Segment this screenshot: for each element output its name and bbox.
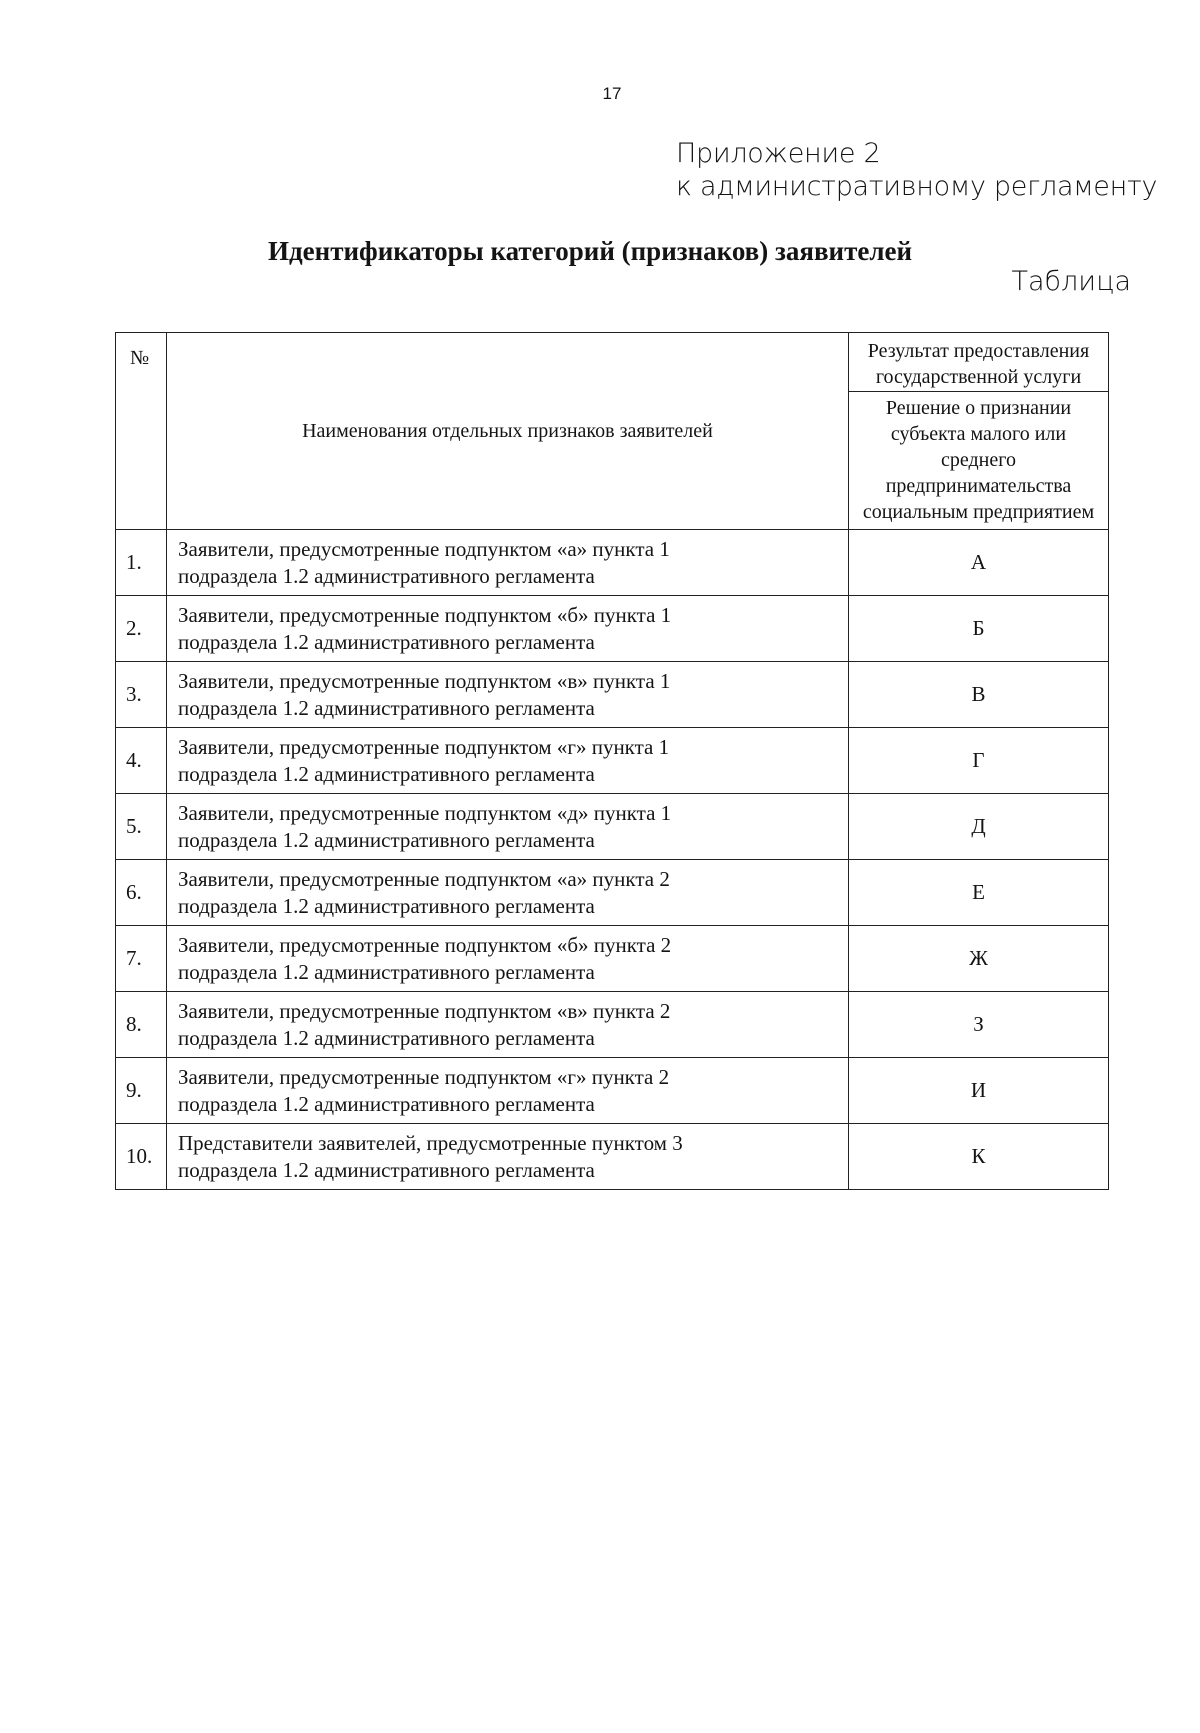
- row-name-line-2: подраздела 1.2 административного регламента: [178, 827, 595, 852]
- row-name: [167, 530, 849, 596]
- row-number: 1.: [116, 530, 167, 596]
- row-identifier-code: Ж: [849, 926, 1109, 992]
- row-number: 3.: [116, 662, 167, 728]
- row-identifier-code: Е: [849, 860, 1109, 926]
- table-row: [116, 728, 1109, 794]
- row-name-line-1: Заявители, предусмотренные подпунктом «б» пункта 2: [178, 932, 672, 957]
- header-name: Наименования отдельных признаков заявителей: [167, 333, 849, 530]
- row-number: 2.: [116, 596, 167, 662]
- row-name-line-1: Заявители, предусмотренные подпунктом «б» пункта 1: [178, 602, 672, 627]
- table-row: [116, 662, 1109, 728]
- appendix-reference: [676, 137, 1157, 203]
- row-number: 7.: [116, 926, 167, 992]
- document-title: Идентификаторы категорий (признаков) заявителей: [268, 236, 913, 266]
- row-number: 5.: [116, 794, 167, 860]
- row-identifier-code: В: [849, 662, 1109, 728]
- row-identifier-code: Б: [849, 596, 1109, 662]
- row-name-line-2: подраздела 1.2 административного регламента: [178, 563, 595, 588]
- row-name: [167, 926, 849, 992]
- row-identifier-code: И: [849, 1058, 1109, 1124]
- row-name: [167, 794, 849, 860]
- row-name: [167, 860, 849, 926]
- row-identifier-code: Д: [849, 794, 1109, 860]
- header-number: №: [116, 333, 167, 530]
- table-row: [116, 860, 1109, 926]
- row-name-line-2: подраздела 1.2 административного регламента: [178, 959, 595, 984]
- row-name: [167, 728, 849, 794]
- row-name: [167, 1058, 849, 1124]
- row-name: [167, 596, 849, 662]
- row-number: 8.: [116, 992, 167, 1058]
- table-row: [116, 992, 1109, 1058]
- row-name-line-2: подраздела 1.2 административного регламента: [178, 695, 595, 720]
- row-number: 6.: [116, 860, 167, 926]
- table-row: [116, 794, 1109, 860]
- table-body: [116, 530, 1109, 1190]
- row-identifier-code: К: [849, 1124, 1109, 1190]
- row-number: 10.: [116, 1124, 167, 1190]
- row-name-line-1: Представители заявителей, предусмотренные пунктом 3: [178, 1130, 683, 1155]
- page-number: 17: [602, 84, 622, 103]
- appendix-line-2: к административному регламенту: [676, 171, 1158, 202]
- identifiers-table: [115, 332, 1109, 1190]
- table-header-row: [116, 333, 1109, 530]
- table-caption: Таблица: [1011, 266, 1131, 297]
- row-name-line-2: подраздела 1.2 административного регламента: [178, 893, 595, 918]
- row-name-line-2: подраздела 1.2 административного регламента: [178, 1025, 595, 1050]
- row-name-line-1: Заявители, предусмотренные подпунктом «г» пункта 1: [178, 734, 670, 759]
- table-row: [116, 530, 1109, 596]
- row-identifier-code: З: [849, 992, 1109, 1058]
- row-name-line-1: Заявители, предусмотренные подпунктом «в» пункта 2: [178, 998, 671, 1023]
- row-name-line-1: Заявители, предусмотренные подпунктом «а» пункта 2: [178, 866, 670, 891]
- table-row: [116, 926, 1109, 992]
- table-row: [116, 1124, 1109, 1190]
- row-name-line-1: Заявители, предусмотренные подпунктом «г» пункта 2: [178, 1064, 670, 1089]
- header-result-title: Результат предоставления государственной услуги: [849, 333, 1108, 392]
- row-number: 4.: [116, 728, 167, 794]
- row-name-line-2: подраздела 1.2 административного регламента: [178, 761, 595, 786]
- row-name-line-2: подраздела 1.2 административного регламента: [178, 1157, 595, 1182]
- appendix-line-1: Приложение 2: [676, 138, 881, 169]
- row-number: 9.: [116, 1058, 167, 1124]
- row-name: [167, 992, 849, 1058]
- row-name: [167, 662, 849, 728]
- table-row: [116, 596, 1109, 662]
- row-name-line-2: подраздела 1.2 административного регламента: [178, 629, 595, 654]
- row-identifier-code: А: [849, 530, 1109, 596]
- row-name-line-1: Заявители, предусмотренные подпунктом «в» пункта 1: [178, 668, 671, 693]
- table-row: [116, 1058, 1109, 1124]
- row-name-line-2: подраздела 1.2 административного регламента: [178, 1091, 595, 1116]
- row-name-line-1: Заявители, предусмотренные подпунктом «а» пункта 1: [178, 536, 670, 561]
- header-result-decision: Решение о признании субъекта малого или среднего предпринимательства социальным предприятием: [862, 397, 1095, 523]
- header-result: [849, 333, 1109, 530]
- row-name-line-1: Заявители, предусмотренные подпунктом «д» пункта 1: [178, 800, 672, 825]
- row-identifier-code: Г: [849, 728, 1109, 794]
- row-name: [167, 1124, 849, 1190]
